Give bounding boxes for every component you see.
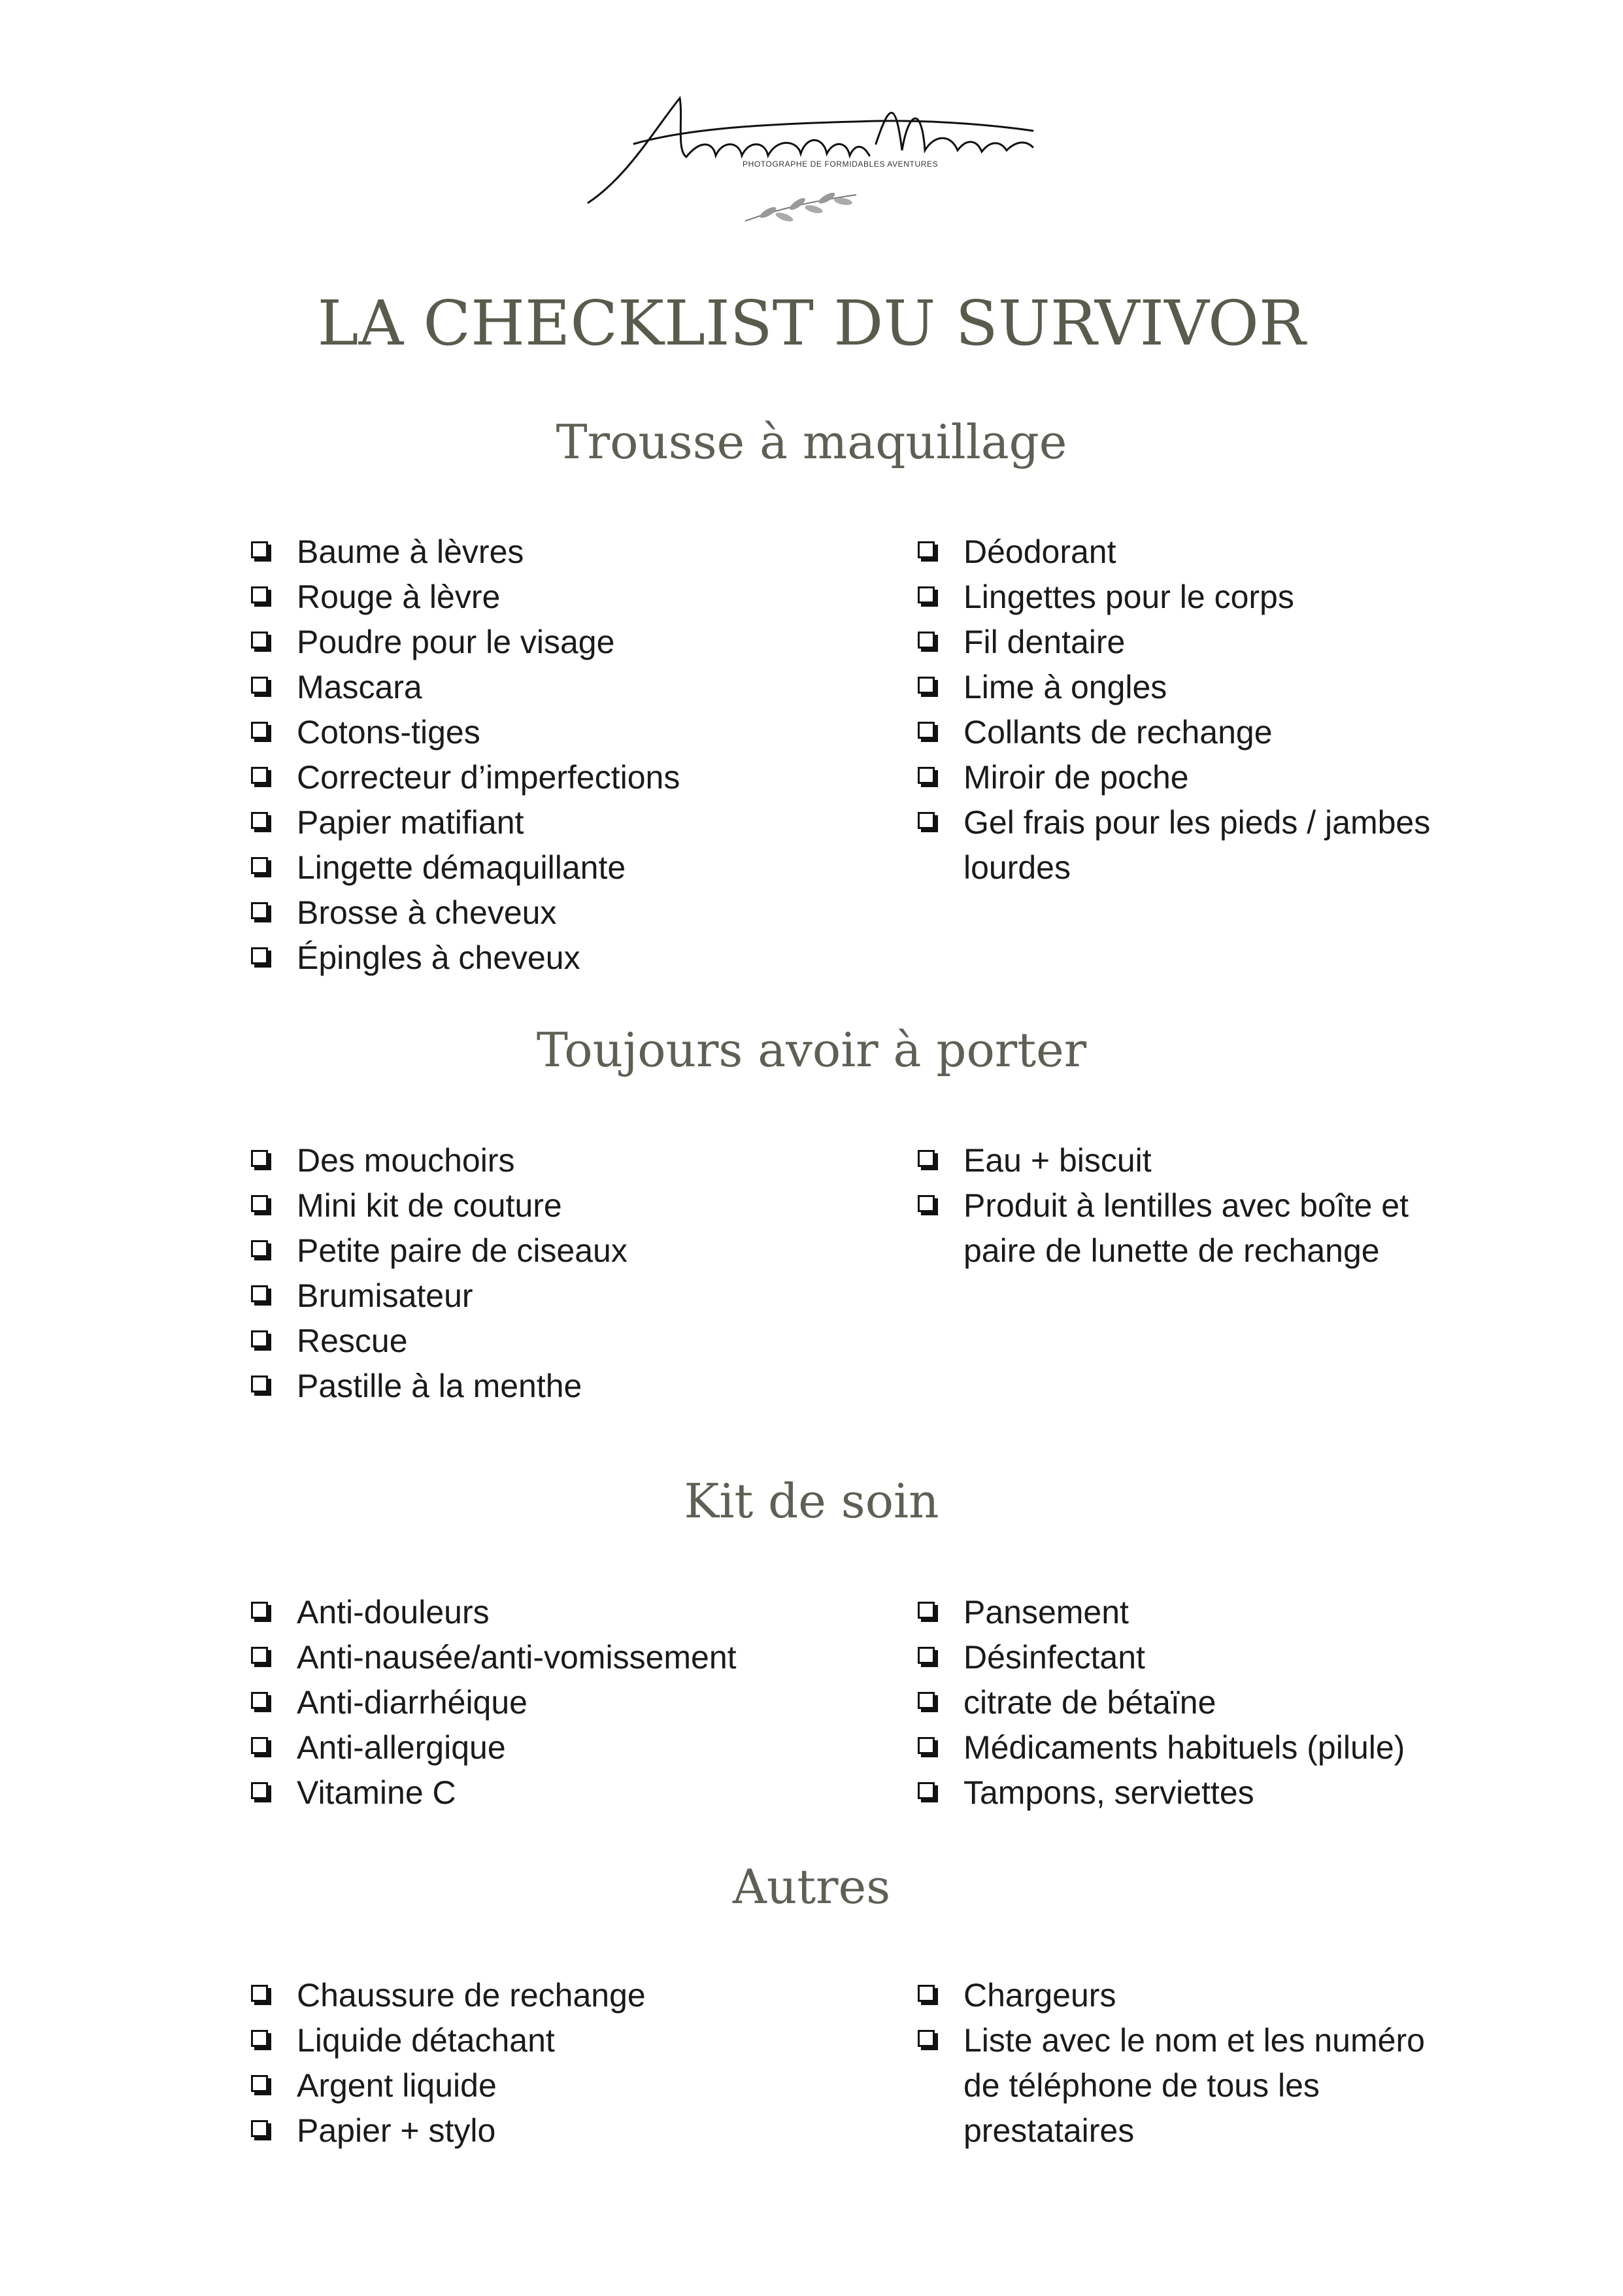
list-item[interactable]: Des mouchoirs [251,1138,878,1183]
list-item[interactable]: Papier + stylo [251,2108,878,2153]
checkbox-icon[interactable] [918,1985,935,2002]
page-title: LA CHECKLIST DU SURVIVOR [317,288,1306,360]
list-item[interactable]: Lingette démaquillante [251,845,878,890]
carry-list-right [918,1138,1454,1274]
checkbox-icon[interactable] [918,1195,935,1212]
list-item[interactable]: Anti-allergique [251,1725,878,1770]
list-item[interactable]: Anti-diarrhéique [251,1680,878,1725]
list-item[interactable]: Brumisateur [251,1274,878,1319]
checkbox-icon[interactable] [251,1150,268,1167]
others-list-left [251,1973,878,2153]
checkbox-icon[interactable] [251,1647,268,1664]
makeup-list-right [918,530,1454,890]
section-title-carry: Toujours avoir à porter [536,1022,1087,1077]
checkbox-icon[interactable] [918,632,935,649]
checkbox-icon[interactable] [251,1985,268,2002]
list-item[interactable]: Médicaments habituels (pilule) [918,1725,1454,1770]
list-item[interactable]: Lingettes pour le corps [918,575,1454,620]
checkbox-icon[interactable] [251,1602,268,1619]
section-title-others: Autres [732,1859,891,1914]
checkbox-icon[interactable] [251,767,268,784]
checkbox-icon[interactable] [251,812,268,829]
checkbox-icon[interactable] [251,857,268,874]
list-item[interactable]: Pansement [918,1590,1454,1635]
list-item[interactable]: Rouge à lèvre [251,575,878,620]
list-item[interactable]: Anti-douleurs [251,1590,878,1635]
list-item[interactable]: Tampons, serviettes [918,1770,1454,1815]
checkbox-icon[interactable] [251,1692,268,1709]
checkbox-icon[interactable] [251,1376,268,1393]
checkbox-icon[interactable] [251,1195,268,1212]
list-item[interactable]: Collants de rechange [918,710,1454,755]
care-list-left [251,1590,878,1815]
checkbox-icon[interactable] [918,1647,935,1664]
checkbox-icon[interactable] [251,1330,268,1347]
checkbox-icon[interactable] [918,1692,935,1709]
list-item[interactable]: Épingles à cheveux [251,936,878,981]
checkbox-icon[interactable] [251,677,268,694]
list-item[interactable]: Eau + biscuit [918,1138,1454,1183]
section-title-care-kit: Kit de soin [684,1474,939,1528]
logo-tagline: PHOTOGRAPHE DE FORMIDABLES AVENTURES [743,160,939,169]
list-item[interactable]: Correcteur d’imperfections [251,755,878,800]
checkbox-icon[interactable] [251,632,268,649]
list-item[interactable]: Chargeurs [918,1973,1454,2018]
makeup-list-left [251,530,878,981]
list-item[interactable]: Liste avec le nom et les numéro de téléphone de tous les prestataires [918,2018,1454,2153]
list-item[interactable]: Miroir de poche [918,755,1454,800]
others-list-right [918,1973,1454,2153]
signature-logo-icon [582,78,1039,235]
list-item[interactable]: Rescue [251,1319,878,1364]
list-item[interactable]: Produit à lentilles avec boîte et paire de lunette de rechange [918,1183,1454,1274]
checkbox-icon[interactable] [918,1782,935,1799]
checkbox-icon[interactable] [918,1150,935,1167]
checkbox-icon[interactable] [918,1737,935,1754]
checkbox-icon[interactable] [918,722,935,739]
checkbox-icon[interactable] [251,2075,268,2092]
checkbox-icon[interactable] [918,541,935,558]
list-item[interactable]: Petite paire de ciseaux [251,1228,878,1274]
list-item[interactable]: Vitamine C [251,1770,878,1815]
list-item[interactable]: Déodorant [918,530,1454,575]
list-item[interactable]: Brosse à cheveux [251,890,878,936]
checkbox-icon[interactable] [918,2030,935,2047]
care-list-right [918,1590,1454,1815]
list-item[interactable]: Argent liquide [251,2063,878,2108]
list-item[interactable]: Cotons-tiges [251,710,878,755]
checkbox-icon[interactable] [251,1285,268,1302]
checkbox-icon[interactable] [251,541,268,558]
list-item[interactable]: Baume à lèvres [251,530,878,575]
logo [582,78,1039,235]
checkbox-icon[interactable] [251,2120,268,2137]
carry-list-left [251,1138,878,1409]
list-item[interactable]: Gel frais pour les pieds / jambes lourdes [918,800,1454,890]
list-item[interactable]: Poudre pour le visage [251,620,878,665]
list-item[interactable]: Anti-nausée/anti-vomissement [251,1635,878,1680]
checkbox-icon[interactable] [251,902,268,919]
list-item[interactable]: Chaussure de rechange [251,1973,878,2018]
list-item[interactable]: Fil dentaire [918,620,1454,665]
checkbox-icon[interactable] [251,1782,268,1799]
list-item[interactable]: Lime à ongles [918,665,1454,710]
checkbox-icon[interactable] [251,1737,268,1754]
list-item[interactable]: Papier matifiant [251,800,878,845]
checkbox-icon[interactable] [251,947,268,964]
list-item[interactable]: citrate de bétaïne [918,1680,1454,1725]
checkbox-icon[interactable] [918,677,935,694]
checkbox-icon[interactable] [918,812,935,829]
list-item[interactable]: Liquide détachant [251,2018,878,2063]
checkbox-icon[interactable] [918,767,935,784]
section-title-makeup: Trousse à maquillage [556,414,1067,469]
list-item[interactable]: Pastille à la menthe [251,1364,878,1409]
list-item[interactable]: Mascara [251,665,878,710]
checkbox-icon[interactable] [251,722,268,739]
list-item[interactable]: Mini kit de couture [251,1183,878,1228]
list-item[interactable]: Désinfectant [918,1635,1454,1680]
checkbox-icon[interactable] [251,586,268,603]
checkbox-icon[interactable] [918,586,935,603]
checkbox-icon[interactable] [251,1240,268,1257]
olive-branch-icon [745,191,856,224]
checkbox-icon[interactable] [918,1602,935,1619]
checkbox-icon[interactable] [251,2030,268,2047]
